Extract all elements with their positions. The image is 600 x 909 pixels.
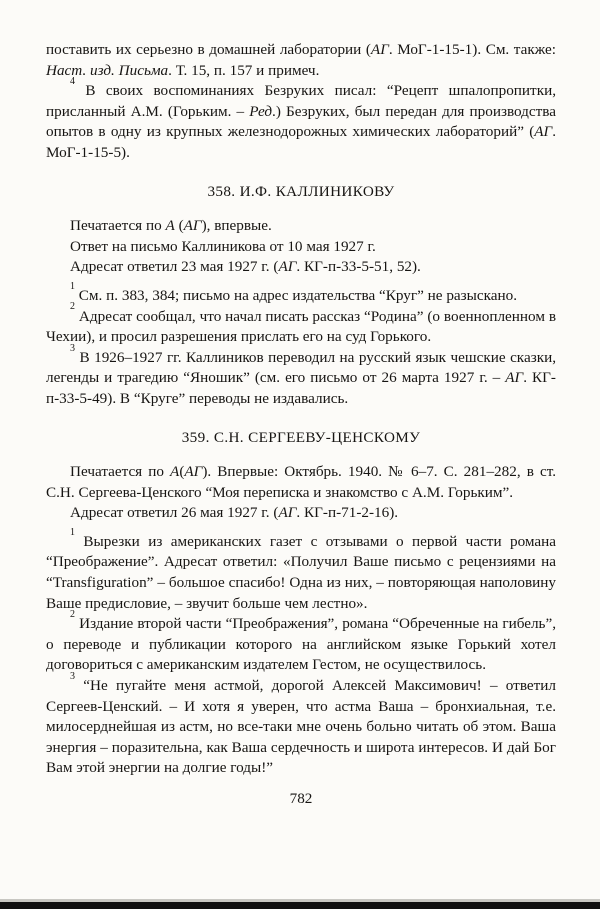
source-line <box>46 462 556 503</box>
text-run: . КГ-п-33-5-49). В “Круге” переводы не издавались. <box>46 369 556 407</box>
italic-run: АГ <box>183 217 202 235</box>
footnote-number: 4 <box>70 76 75 88</box>
text-run: ). Впервые: Октябрь. 1940. № 6–7. С. 281–282, в ст. С.Н. Сергеева-Ценского “Моя переписка и знакомство с А.М. Горьким”. <box>46 463 556 501</box>
text-run: . Т. 15, п. 157 и примеч. <box>168 61 320 79</box>
text-run: Ответ на письмо Каллиникова от 10 мая 1927 г. <box>70 237 376 255</box>
note-paragraph <box>46 670 556 779</box>
page-number: 782 <box>289 790 313 807</box>
text-run: Печатается по <box>70 217 166 235</box>
italic-run: Наст. изд. Письма <box>46 61 169 79</box>
text-run: . КГ-п-71-2-16). <box>296 504 399 522</box>
footnote-number: 2 <box>70 301 75 313</box>
text-run: В своих воспоминаниях Безруких писал: “Рецепт шпалопропитки, присланный А.М. (Горьким. – <box>46 82 557 120</box>
italic-run: А <box>170 463 180 481</box>
note-paragraph <box>46 526 556 614</box>
note-paragraph <box>46 301 557 348</box>
italic-run: АГ <box>505 369 524 387</box>
text-run: Адресат сообщал, что начал писать рассказ “Родина” (о военнопленном в Чехии), и просил разрешения прислать его на суд Горького. <box>46 307 557 346</box>
text-run: Адресат ответил 26 мая 1927 г. ( <box>70 504 279 522</box>
note-paragraph <box>46 609 557 676</box>
italic-run: А <box>165 217 175 235</box>
text-run: Печатается по <box>70 463 171 481</box>
source-line <box>46 237 556 258</box>
source-line <box>46 216 556 237</box>
italic-run: АГ <box>184 463 203 481</box>
italic-run: АГ <box>278 258 297 276</box>
footnote-number: 1 <box>70 280 75 292</box>
page-bottom-edge <box>0 902 600 909</box>
text-run: ( <box>179 463 185 481</box>
source-line <box>46 503 556 524</box>
note-paragraph <box>46 76 557 163</box>
italic-run: АГ <box>534 123 553 141</box>
text-run: .) Безруких, был передан для производства опытов в одну из крупных железнодорожных химических лабораторий” ( <box>46 102 556 141</box>
text-run: См. п. 383, 384; письмо на адрес издательства “Круг” не разыскано. <box>78 286 518 304</box>
text-run: В 1926–1927 гг. Каллиников переводил на русский язык чешские сказки, легенды и трагедию “Яношик” (см. его письмо от 26 марта 1927 г. – <box>46 348 556 387</box>
text-run: Вырезки из американских газет с отзывами о первой части романа “Преображение”. Адресат ответил: «Получил Ваше письмо с рецензиями на “Transfiguration” – большое спасибо! Одна из них, – повторяющая наполовину Ваше предисловие, – звучит больше чем лестно». <box>46 532 556 612</box>
text-run: “Не пугайте меня астмой, дорогой Алексей Максимович! – ответил Сергеев-Ценский. – И хотя я уверен, что астма Ваша – бронхиальная, т.е. милосерднейшая из астм, но все-таки мне очень больно читать об этом. Ваша энергия – поразительна, как Ваша сердечность и широта интересов. И дай Бог Вам этой энергии на долгие годы!” <box>46 677 556 777</box>
italic-run: Ред <box>249 102 273 120</box>
text-run: . МоГ-1-15-5). <box>46 123 556 161</box>
footnote-number: 3 <box>70 670 75 682</box>
section-heading-358: 358. И.Ф. КАЛЛИНИКОВУ <box>207 182 395 200</box>
note-paragraph <box>46 342 556 410</box>
italic-run: АГ <box>370 41 389 58</box>
source-line <box>46 257 556 278</box>
text-run: Издание второй части “Преображения”, романа “Обреченные на гибель”, о переводе и публикации которого на английском языке Горький хотел договориться с американским издателем Гестом, не осуществилось. <box>46 615 557 674</box>
footnote-number: 3 <box>70 342 75 354</box>
text-run: поставить их серьезно в домашней лаборатории ( <box>46 41 371 58</box>
text-run: . МоГ-1-15-1). См. также: <box>388 41 556 58</box>
text-run: . КГ-п-33-5-51, 52). <box>296 258 421 276</box>
text-run: ), впервые. <box>201 217 272 235</box>
note-paragraph <box>46 280 556 307</box>
section-heading-359: 359. С.Н. СЕРГЕЕВУ-ЦЕНСКОМУ <box>181 428 421 446</box>
italic-run: АГ <box>278 504 297 522</box>
footnote-number: 1 <box>70 526 75 538</box>
footnote-number: 2 <box>70 609 75 621</box>
note-paragraph <box>46 40 556 81</box>
text-run: Адресат ответил 23 мая 1927 г. ( <box>70 258 279 276</box>
text-run: ( <box>174 217 184 235</box>
